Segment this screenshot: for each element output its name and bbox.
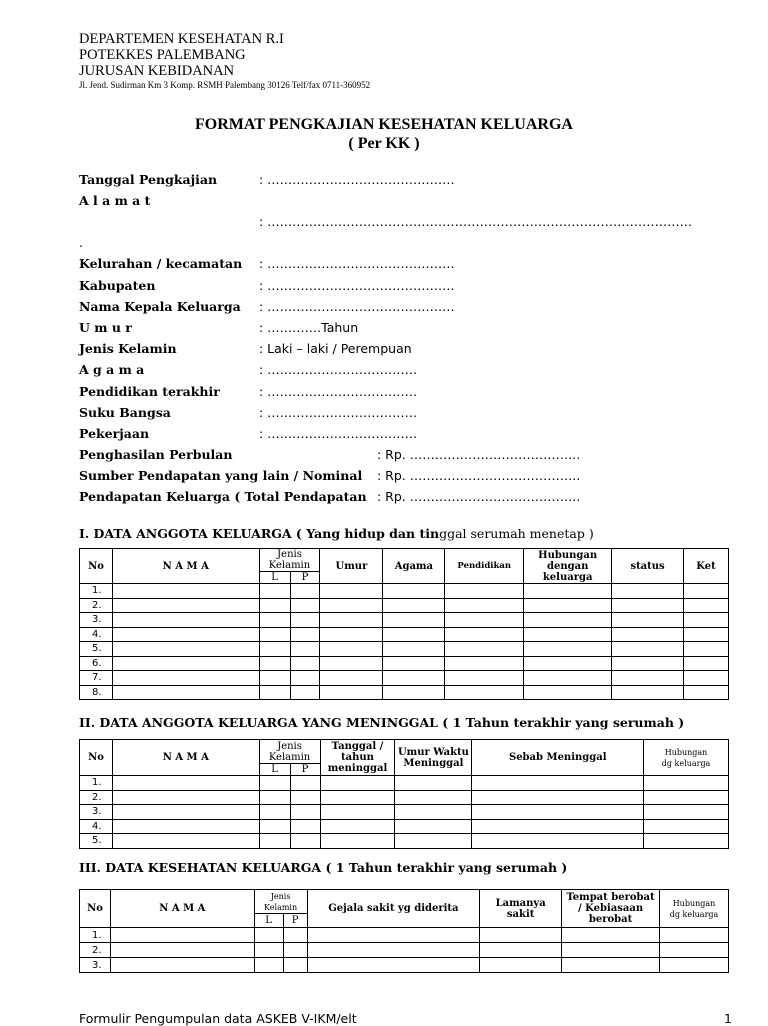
field-label-kepala-keluarga: Nama Kepala Keluarga [79,299,241,314]
col-p: P [283,914,307,928]
row-number: 8. [80,685,113,700]
table-row [80,928,729,943]
col-hub-1: Hubungan [538,549,598,561]
table-row [80,584,729,599]
field-label-jenis-kelamin: Jenis Kelamin [79,341,177,356]
col-lama-1: Lamanya [495,897,546,909]
col-pendidikan: Pendidikan [445,549,524,584]
field-value-suku-bangsa: : ……………………………… [259,405,418,420]
col-tgl-2: tahun [341,752,374,763]
col-lamanya [480,890,562,928]
field-label-total-pendapatan: Pendapatan Keluarga ( Total Pendapatan [79,489,367,504]
field-value-kelurahan: : ……………………………………… [259,256,455,271]
field-label-pekerjaan: Pekerjaan [79,426,150,441]
col-tempat-2: / Kebiasaan [578,903,644,914]
col-hub-1: Hubungan [672,898,716,908]
field-value-pendidikan: : ……………………………… [259,384,418,399]
row-number: 5. [80,642,113,657]
field-label-penghasilan: Penghasilan Perbulan [79,447,233,462]
col-jenis-2: Kelamin [268,751,311,763]
table-row [80,790,729,805]
col-status: status [612,549,684,584]
col-hub-1: Hubungan [664,747,708,757]
field-value-umur: : ………….Tahun [259,320,359,335]
col-no: No [80,740,113,776]
header-address: Jl. Jend. Sudirman Km 3 Komp. RSMH Palembang 30126 Telf/fax 0711-360952 [79,80,371,90]
row-number: 2. [80,790,113,805]
page-subtitle: ( Per KK ) [348,135,420,152]
col-agama: Agama [383,549,445,584]
footer-text: Formulir Pengumpulan data ASKEB V-IKM/elt [79,1011,357,1026]
col-nama: N A M A [110,890,254,928]
col-jenis-kelamin [259,549,320,572]
col-hub-2: dg keluarga [669,909,719,919]
row-number: 1. [80,928,111,943]
field-label-pendidikan: Pendidikan terakhir [79,384,220,399]
col-tempat-3: berobat [588,914,633,925]
col-hubungan [524,549,612,584]
table-row [80,598,729,613]
row-number: 7. [80,671,113,686]
col-gejala: Gejala sakit yg diderita [307,890,480,928]
table-anggota-keluarga [79,548,729,700]
col-tempat-1: Tempat berobat [566,892,655,903]
col-jenis-2: Kelamin [268,560,311,571]
row-number: 1. [80,584,113,599]
col-jenis-kelamin [254,890,307,914]
col-p: P [290,572,320,584]
field-value-sumber-pendapatan: : Rp. ………………………………….. [377,468,581,483]
col-jenis-kelamin [259,740,320,764]
field-value-agama: : ……………………………… [259,362,418,377]
col-jenis-1: Jenis [277,549,302,560]
letterhead [79,31,370,91]
col-l: L [259,572,290,584]
table-row [80,613,729,628]
field-label-agama: A g a m a [79,362,145,377]
row-number: 4. [80,819,113,834]
field-label-kabupaten: Kabupaten [79,278,156,293]
table-row [80,943,729,958]
col-l: L [259,764,290,776]
col-tempat-berobat [562,890,660,928]
row-number: 4. [80,627,113,642]
col-sebab: Sebab Meninggal [472,740,644,776]
table-row [80,642,729,657]
table-row [80,656,729,671]
page-title: FORMAT PENGKAJIAN KESEHATAN KELUARGA [195,116,573,133]
field-value-total-pendapatan: : Rp. ………………………………….. [377,489,581,504]
field-label-alamat: A l a m a t [79,193,151,208]
col-tanggal-meninggal [320,740,395,776]
col-jenis-1: Jenis [277,740,302,752]
field-value-alamat: : ………………………………………………………………………………………… [259,214,693,229]
col-p: P [290,764,320,776]
section-2-title: II. DATA ANGGOTA KELUARGA YANG MENINGGAL ( 1 Tahun terakhir yang serumah ) [79,715,685,730]
col-tgl-1: Tanggal / [331,741,384,752]
row-number: 5. [80,834,113,849]
row-number: 6. [80,656,113,671]
row-number: 3. [80,805,113,820]
table-row [80,776,729,791]
table-anggota-meninggal [79,739,729,849]
row-number: 2. [80,598,113,613]
col-tgl-3: meninggal [327,763,388,774]
field-label-tanggal: Tanggal Pengkajian [79,172,218,187]
field-value-pekerjaan: : ……………………………… [259,426,418,441]
table-row [80,958,729,973]
col-ket: Ket [684,549,729,584]
col-no: No [80,890,111,928]
field-label-sumber-pendapatan: Sumber Pendapatan yang lain / Nominal [79,468,363,483]
col-hub-2: dengan [546,560,589,572]
table-row [80,685,729,700]
col-jenis-2: Kelamin [264,902,298,912]
field-continuation-dot: . [79,235,83,250]
col-umur: Umur [320,549,383,584]
section-3-title: III. DATA KESEHATAN KELUARGA ( 1 Tahun terakhir yang serumah ) [79,860,568,875]
page-number: 1 [724,1011,732,1026]
col-l: L [254,914,283,928]
row-number: 3. [80,958,111,973]
col-umur-1: Umur Waktu [397,746,469,758]
table-row [80,819,729,834]
col-nama: N A M A [112,740,259,776]
col-hub-2: dg keluarga [661,758,711,768]
col-umur-meninggal [395,740,472,776]
table-row [80,671,729,686]
row-number: 2. [80,943,111,958]
col-hubungan [644,740,729,776]
col-jenis-1: Jenis [270,891,291,901]
table-row [80,805,729,820]
row-number: 1. [80,776,113,791]
col-nama: N A M A [112,549,259,584]
col-no: No [80,549,113,584]
col-hub-3: keluarga [542,571,593,583]
field-label-umur: U m u r [79,320,132,335]
col-umur-2: Meninggal [403,757,464,769]
field-value-jenis-kelamin: : Laki – laki / Perempuan [259,341,412,356]
section-1-title-bold: I. DATA ANGGOTA KELUARGA ( Yang hidup dan tin [79,526,440,541]
section-1-title-normal: ggal serumah menetap ) [439,526,594,541]
header-line-2: POTEKKES PALEMBANG [79,47,246,63]
field-label-kelurahan: Kelurahan / kecamatan [79,256,243,271]
field-value-kabupaten: : ……………………………………… [259,278,455,293]
field-value-kepala-keluarga: : ……………………………………… [259,299,455,314]
table-row [80,627,729,642]
field-value-tanggal: : ……………………………………… [259,172,455,187]
table-row [80,834,729,849]
header-line-3: JURUSAN KEBIDANAN [79,63,235,79]
section-1-title [79,526,594,541]
field-label-suku-bangsa: Suku Bangsa [79,405,171,420]
table-kesehatan-keluarga [79,889,729,973]
row-number: 3. [80,613,113,628]
field-value-penghasilan: : Rp. ………………………………….. [377,447,581,462]
col-hubungan [660,890,729,928]
col-lama-2: sakit [506,908,535,920]
header-line-1: DEPARTEMEN KESEHATAN R.I [79,31,284,47]
